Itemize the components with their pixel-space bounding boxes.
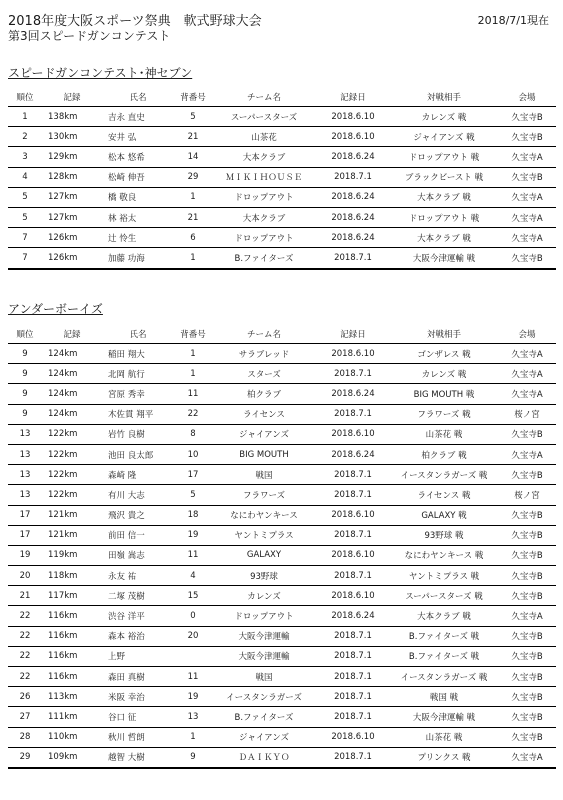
opponent-cell: カレンズ 戦 <box>390 107 498 127</box>
rank-cell: 4 <box>8 167 42 187</box>
name-cell: 安井 弘 <box>102 127 174 147</box>
team-cell: 93野球 <box>212 566 316 586</box>
venue-cell: 久宝寺B <box>498 707 556 727</box>
record-cell: 116km <box>42 626 102 646</box>
rank-cell: 29 <box>8 747 42 768</box>
name-cell: 池田 良太郎 <box>102 444 174 464</box>
team-cell: サラブレッド <box>212 344 316 364</box>
venue-cell: 久宝寺B <box>498 465 556 485</box>
opponent-cell: ヤントミプラス 戦 <box>390 566 498 586</box>
column-header-date: 記録日 <box>316 325 390 344</box>
name-cell: 加藤 功海 <box>102 248 174 269</box>
column-header-name: 氏名 <box>102 325 174 344</box>
document-subtitle: 第3回スピードガンコンテスト <box>8 29 171 43</box>
opponent-cell: プリンクス 戦 <box>390 747 498 768</box>
record-cell: 126km <box>42 248 102 269</box>
team-cell: BIG MOUTH <box>212 444 316 464</box>
opponent-cell: 大本クラブ 戦 <box>390 187 498 207</box>
team-cell: ヤントミプラス <box>212 525 316 545</box>
table-row <box>8 364 556 384</box>
name-cell: 宮原 秀幸 <box>102 384 174 404</box>
record-cell: 119km <box>42 545 102 565</box>
name-cell: 飛沢 貴之 <box>102 505 174 525</box>
uniform-number-cell: 11 <box>174 667 212 687</box>
date-cell: 2018.6.10 <box>316 586 390 606</box>
uniform-number-cell: 19 <box>174 525 212 545</box>
date-cell: 2018.6.10 <box>316 344 390 364</box>
column-header-opponent: 対戦相手 <box>390 325 498 344</box>
uniform-number-cell: 14 <box>174 147 212 167</box>
team-cell: イースタンラガーズ <box>212 687 316 707</box>
opponent-cell: ブラックビースト 戦 <box>390 167 498 187</box>
opponent-cell: 柏クラブ 戦 <box>390 444 498 464</box>
rank-cell: 22 <box>8 626 42 646</box>
venue-cell: 久宝寺A <box>498 228 556 248</box>
team-cell: GALAXY <box>212 545 316 565</box>
venue-cell: 久宝寺B <box>498 545 556 565</box>
team-cell: ジャイアンズ <box>212 424 316 444</box>
document-title: 2018年度大阪スポーツ祭典 軟式野球大会 <box>8 14 262 29</box>
uniform-number-cell: 1 <box>174 727 212 747</box>
name-cell: 秋川 哲朗 <box>102 727 174 747</box>
column-header-rank: 順位 <box>8 88 42 107</box>
opponent-cell: イースタンラガーズ 戦 <box>390 465 498 485</box>
table-row <box>8 127 556 147</box>
uniform-number-cell: 10 <box>174 444 212 464</box>
uniform-number-cell: 21 <box>174 207 212 227</box>
date-cell: 2018.6.10 <box>316 107 390 127</box>
record-cell: 124km <box>42 344 102 364</box>
table-row <box>8 207 556 227</box>
uniform-number-cell: 9 <box>174 747 212 768</box>
date-cell: 2018.6.24 <box>316 606 390 626</box>
table-row <box>8 404 556 424</box>
name-cell: 越智 大樹 <box>102 747 174 768</box>
venue-cell: 久宝寺B <box>498 525 556 545</box>
table-row <box>8 707 556 727</box>
opponent-cell: ゴンザレス 戦 <box>390 344 498 364</box>
date-cell: 2018.7.1 <box>316 687 390 707</box>
name-cell: 上野 <box>102 646 174 666</box>
opponent-cell: ドロップアウト 戦 <box>390 207 498 227</box>
rank-cell: 9 <box>8 344 42 364</box>
team-cell: ＤＡＩＫＹＯ <box>212 747 316 768</box>
table-row <box>8 525 556 545</box>
date-cell: 2018.7.1 <box>316 525 390 545</box>
record-cell: 127km <box>42 207 102 227</box>
record-cell: 126km <box>42 228 102 248</box>
record-cell: 121km <box>42 505 102 525</box>
name-cell: 永友 祐 <box>102 566 174 586</box>
team-cell: ドロップアウト <box>212 187 316 207</box>
rank-cell: 1 <box>8 107 42 127</box>
venue-cell: 久宝寺A <box>498 207 556 227</box>
uniform-number-cell: 1 <box>174 248 212 269</box>
team-cell: 大阪今津運輸 <box>212 626 316 646</box>
team-cell: カレンズ <box>212 586 316 606</box>
table-row <box>8 606 556 626</box>
date-cell: 2018.6.24 <box>316 187 390 207</box>
rank-cell: 27 <box>8 707 42 727</box>
date-cell: 2018.6.10 <box>316 424 390 444</box>
venue-cell: 久宝寺B <box>498 505 556 525</box>
venue-cell: 久宝寺B <box>498 566 556 586</box>
date-cell: 2018.7.1 <box>316 667 390 687</box>
rank-cell: 13 <box>8 485 42 505</box>
rank-cell: 20 <box>8 566 42 586</box>
table-row <box>8 107 556 127</box>
record-cell: 116km <box>42 667 102 687</box>
team-cell: 大阪今津運輸 <box>212 646 316 666</box>
uniform-number-cell: 1 <box>174 187 212 207</box>
opponent-cell: カレンズ 戦 <box>390 364 498 384</box>
rank-cell: 2 <box>8 127 42 147</box>
team-cell: ライセンス <box>212 404 316 424</box>
record-cell: 127km <box>42 187 102 207</box>
date-cell: 2018.6.10 <box>316 505 390 525</box>
top-seven-table <box>8 88 556 270</box>
team-cell: 戦国 <box>212 465 316 485</box>
name-cell: 田嶺 嵩志 <box>102 545 174 565</box>
name-cell: 林 裕太 <box>102 207 174 227</box>
under-boys-table <box>8 325 556 769</box>
name-cell: 森田 真樹 <box>102 667 174 687</box>
column-header-opponent: 対戦相手 <box>390 88 498 107</box>
record-cell: 113km <box>42 687 102 707</box>
record-cell: 138km <box>42 107 102 127</box>
date-cell: 2018.6.10 <box>316 727 390 747</box>
table-header-row <box>8 88 556 107</box>
uniform-number-cell: 6 <box>174 228 212 248</box>
uniform-number-cell: 11 <box>174 384 212 404</box>
table-row <box>8 344 556 364</box>
date-cell: 2018.7.1 <box>316 626 390 646</box>
venue-cell: 久宝寺B <box>498 626 556 646</box>
name-cell: 二塚 茂樹 <box>102 586 174 606</box>
record-cell: 122km <box>42 444 102 464</box>
table-row <box>8 687 556 707</box>
date-cell: 2018.6.24 <box>316 444 390 464</box>
rank-cell: 13 <box>8 424 42 444</box>
opponent-cell: ドロップアウト 戦 <box>390 147 498 167</box>
table-row <box>8 747 556 768</box>
date-cell: 2018.7.1 <box>316 404 390 424</box>
date-cell: 2018.6.24 <box>316 228 390 248</box>
uniform-number-cell: 0 <box>174 606 212 626</box>
opponent-cell: 大阪今津運輸 戦 <box>390 248 498 269</box>
opponent-cell: BIG MOUTH 戦 <box>390 384 498 404</box>
record-cell: 111km <box>42 707 102 727</box>
venue-cell: 久宝寺A <box>498 344 556 364</box>
opponent-cell: B.ファイターズ 戦 <box>390 626 498 646</box>
team-cell: なにわヤンキース <box>212 505 316 525</box>
rank-cell: 28 <box>8 727 42 747</box>
date-cell: 2018.7.1 <box>316 646 390 666</box>
name-cell: 岩竹 良樹 <box>102 424 174 444</box>
table-row <box>8 566 556 586</box>
team-cell: 山茶花 <box>212 127 316 147</box>
record-cell: 116km <box>42 606 102 626</box>
uniform-number-cell: 22 <box>174 404 212 424</box>
rank-cell: 17 <box>8 525 42 545</box>
rank-cell: 13 <box>8 444 42 464</box>
record-cell: 129km <box>42 147 102 167</box>
rank-cell: 7 <box>8 248 42 269</box>
record-cell: 117km <box>42 586 102 606</box>
team-cell: 戦国 <box>212 667 316 687</box>
opponent-cell: イースタンラガーズ 戦 <box>390 667 498 687</box>
column-header-team: チーム名 <box>212 88 316 107</box>
rank-cell: 5 <box>8 187 42 207</box>
record-cell: 122km <box>42 485 102 505</box>
opponent-cell: 山茶花 戦 <box>390 424 498 444</box>
table-row <box>8 667 556 687</box>
team-cell: B.ファイターズ <box>212 707 316 727</box>
opponent-cell: フラワーズ 戦 <box>390 404 498 424</box>
table-row <box>8 167 556 187</box>
team-cell: 大本クラブ <box>212 147 316 167</box>
table-header-row <box>8 325 556 344</box>
column-header-team: チーム名 <box>212 325 316 344</box>
column-header-record: 記録 <box>42 325 102 344</box>
date-cell: 2018.6.24 <box>316 384 390 404</box>
team-cell: B.ファイターズ <box>212 248 316 269</box>
opponent-cell: スーパースターズ 戦 <box>390 586 498 606</box>
name-cell: 松崎 伸吾 <box>102 167 174 187</box>
table-row <box>8 384 556 404</box>
record-cell: 122km <box>42 465 102 485</box>
table-row <box>8 248 556 269</box>
record-cell: 124km <box>42 364 102 384</box>
date-cell: 2018.6.24 <box>316 207 390 227</box>
column-header-record: 記録 <box>42 88 102 107</box>
column-header-uniform-number: 背番号 <box>174 325 212 344</box>
rank-cell: 22 <box>8 667 42 687</box>
venue-cell: 久宝寺B <box>498 127 556 147</box>
date-cell: 2018.7.1 <box>316 167 390 187</box>
table-row <box>8 228 556 248</box>
team-cell: ＭＩＫＩＨＯＵＳＥ <box>212 167 316 187</box>
team-cell: ジャイアンズ <box>212 727 316 747</box>
venue-cell: 久宝寺B <box>498 167 556 187</box>
rank-cell: 3 <box>8 147 42 167</box>
venue-cell: 桜ノ宮 <box>498 404 556 424</box>
opponent-cell: 大本クラブ 戦 <box>390 228 498 248</box>
record-cell: 121km <box>42 525 102 545</box>
date-cell: 2018.7.1 <box>316 364 390 384</box>
date-cell: 2018.7.1 <box>316 248 390 269</box>
opponent-cell: 大本クラブ 戦 <box>390 606 498 626</box>
uniform-number-cell: 13 <box>174 707 212 727</box>
column-header-venue: 会場 <box>498 325 556 344</box>
venue-cell: 久宝寺B <box>498 586 556 606</box>
table-row <box>8 187 556 207</box>
uniform-number-cell <box>174 646 212 666</box>
name-cell: 森本 裕治 <box>102 626 174 646</box>
venue-cell: 久宝寺B <box>498 667 556 687</box>
team-cell: フラワーズ <box>212 485 316 505</box>
opponent-cell: 山茶花 戦 <box>390 727 498 747</box>
opponent-cell: 大阪今津運輸 戦 <box>390 707 498 727</box>
uniform-number-cell: 5 <box>174 485 212 505</box>
record-cell: 116km <box>42 646 102 666</box>
section-title-top-seven: スピードガンコンテスト･神セブン <box>8 66 193 80</box>
name-cell: 谷口 征 <box>102 707 174 727</box>
venue-cell: 久宝寺B <box>498 424 556 444</box>
rank-cell: 9 <box>8 404 42 424</box>
rank-cell: 9 <box>8 384 42 404</box>
table-row <box>8 424 556 444</box>
uniform-number-cell: 8 <box>174 424 212 444</box>
venue-cell: 久宝寺B <box>498 107 556 127</box>
record-cell: 122km <box>42 424 102 444</box>
opponent-cell: なにわヤンキース 戦 <box>390 545 498 565</box>
date-cell: 2018.6.10 <box>316 545 390 565</box>
venue-cell: 桜ノ宮 <box>498 485 556 505</box>
venue-cell: 久宝寺A <box>498 147 556 167</box>
venue-cell: 久宝寺B <box>498 646 556 666</box>
name-cell: 米阪 幸治 <box>102 687 174 707</box>
table-row <box>8 646 556 666</box>
column-header-date: 記録日 <box>316 88 390 107</box>
opponent-cell: B.ファイターズ 戦 <box>390 646 498 666</box>
uniform-number-cell: 19 <box>174 687 212 707</box>
uniform-number-cell: 17 <box>174 465 212 485</box>
record-cell: 109km <box>42 747 102 768</box>
record-cell: 118km <box>42 566 102 586</box>
rank-cell: 5 <box>8 207 42 227</box>
uniform-number-cell: 15 <box>174 586 212 606</box>
record-cell: 124km <box>42 384 102 404</box>
table-row <box>8 505 556 525</box>
rank-cell: 22 <box>8 646 42 666</box>
team-cell: 柏クラブ <box>212 384 316 404</box>
uniform-number-cell: 1 <box>174 344 212 364</box>
date-cell: 2018.7.1 <box>316 707 390 727</box>
section-title-under-boys: アンダーボーイズ <box>8 302 103 316</box>
name-cell: 有川 大志 <box>102 485 174 505</box>
venue-cell: 久宝寺A <box>498 444 556 464</box>
rank-cell: 19 <box>8 545 42 565</box>
team-cell: ドロップアウト <box>212 228 316 248</box>
rank-cell: 26 <box>8 687 42 707</box>
date-cell: 2018.7.1 <box>316 465 390 485</box>
name-cell: 森崎 隆 <box>102 465 174 485</box>
date-cell: 2018.7.1 <box>316 747 390 768</box>
team-cell: 大本クラブ <box>212 207 316 227</box>
venue-cell: 久宝寺B <box>498 727 556 747</box>
venue-cell: 久宝寺A <box>498 606 556 626</box>
table-row <box>8 485 556 505</box>
uniform-number-cell: 18 <box>174 505 212 525</box>
opponent-cell: 戦国 戦 <box>390 687 498 707</box>
uniform-number-cell: 29 <box>174 167 212 187</box>
record-cell: 110km <box>42 727 102 747</box>
table-row <box>8 465 556 485</box>
venue-cell: 久宝寺A <box>498 384 556 404</box>
name-cell: 吉永 直史 <box>102 107 174 127</box>
opponent-cell: 93野球 戦 <box>390 525 498 545</box>
team-cell: スターズ <box>212 364 316 384</box>
date-cell: 2018.7.1 <box>316 566 390 586</box>
rank-cell: 13 <box>8 465 42 485</box>
uniform-number-cell: 1 <box>174 364 212 384</box>
rank-cell: 21 <box>8 586 42 606</box>
uniform-number-cell: 5 <box>174 107 212 127</box>
date-cell: 2018.7.1 <box>316 485 390 505</box>
date-cell: 2018.6.10 <box>316 127 390 147</box>
name-cell: 木佐貫 翔平 <box>102 404 174 424</box>
table-row <box>8 147 556 167</box>
venue-cell: 久宝寺A <box>498 187 556 207</box>
date-cell: 2018.6.24 <box>316 147 390 167</box>
team-cell: スーパースターズ <box>212 107 316 127</box>
uniform-number-cell: 4 <box>174 566 212 586</box>
name-cell: 松本 悠希 <box>102 147 174 167</box>
name-cell: 辻 怜生 <box>102 228 174 248</box>
venue-cell: 久宝寺B <box>498 248 556 269</box>
venue-cell: 久宝寺B <box>498 687 556 707</box>
table-row <box>8 586 556 606</box>
table-row <box>8 444 556 464</box>
column-header-uniform-number: 背番号 <box>174 88 212 107</box>
rank-cell: 7 <box>8 228 42 248</box>
name-cell: 渋谷 洋平 <box>102 606 174 626</box>
team-cell: ドロップアウト <box>212 606 316 626</box>
table-row <box>8 545 556 565</box>
rank-cell: 22 <box>8 606 42 626</box>
table-row <box>8 626 556 646</box>
rank-cell: 17 <box>8 505 42 525</box>
column-header-rank: 順位 <box>8 325 42 344</box>
opponent-cell: ライセンス 戦 <box>390 485 498 505</box>
uniform-number-cell: 11 <box>174 545 212 565</box>
uniform-number-cell: 21 <box>174 127 212 147</box>
opponent-cell: GALAXY 戦 <box>390 505 498 525</box>
table-row <box>8 727 556 747</box>
column-header-name: 氏名 <box>102 88 174 107</box>
rank-cell: 9 <box>8 364 42 384</box>
name-cell: 前田 信一 <box>102 525 174 545</box>
column-header-venue: 会場 <box>498 88 556 107</box>
as-of-date: 2018/7/1現在 <box>477 14 549 27</box>
uniform-number-cell: 20 <box>174 626 212 646</box>
record-cell: 130km <box>42 127 102 147</box>
record-cell: 124km <box>42 404 102 424</box>
opponent-cell: ジャイアンズ 戦 <box>390 127 498 147</box>
record-cell: 128km <box>42 167 102 187</box>
name-cell: 橋 敬良 <box>102 187 174 207</box>
venue-cell: 久宝寺A <box>498 747 556 768</box>
venue-cell: 久宝寺A <box>498 364 556 384</box>
name-cell: 北岡 航行 <box>102 364 174 384</box>
name-cell: 稲田 翔大 <box>102 344 174 364</box>
